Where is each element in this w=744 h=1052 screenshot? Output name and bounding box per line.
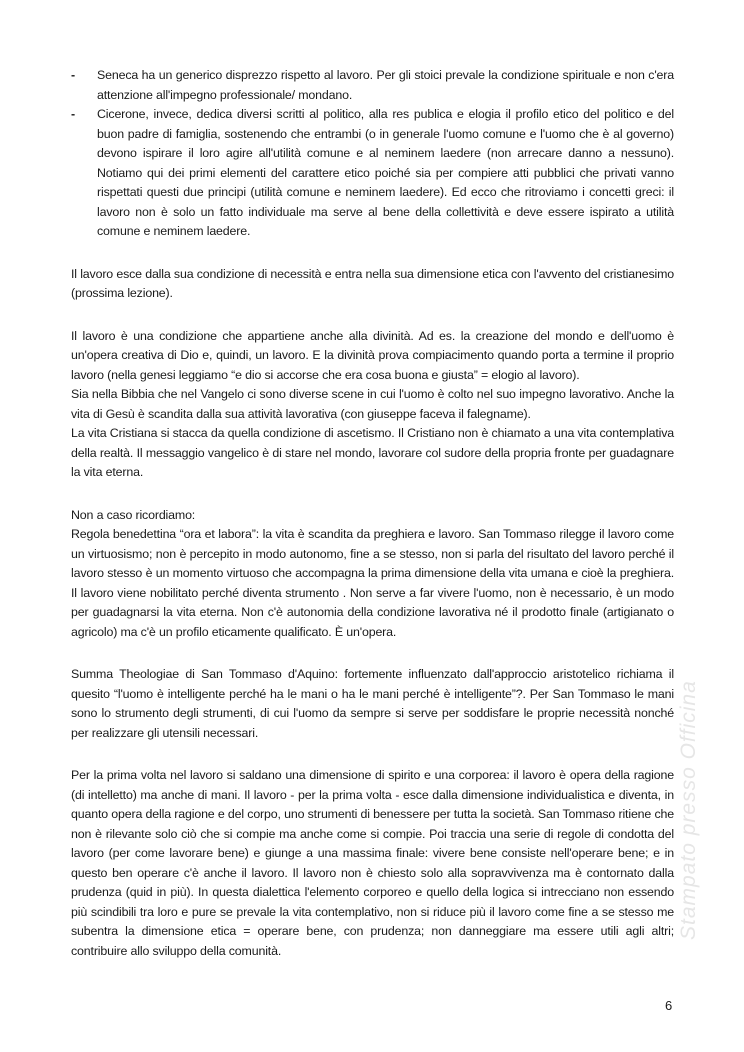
paragraph-divinita: Il lavoro è una condizione che appartiene anche alla divinità. Ad es. la creazione del mondo e dell'uomo è un'opera creativa di Dio e, quindi, un lavoro. E la divinità prova compiacimento quando porta a termine il proprio lavoro (nella genesi leggiamo “e dio si accorse che era cosa buona e giusta” = elogio al lavoro). [71, 328, 674, 382]
paragraph-summa-theologiae: Summa Theologiae di San Tommaso d'Aquino: fortemente influenzato dall'approccio aristotelico richiama il quesito “l'uomo è intelligente perché ha le mani o ha le mani perché è intelligente”?. Per San Tommaso le mani sono lo strumento degli strumenti, di cui l'uomo da sempre si serve per soddisfare le proprie necessità nonché per realizzare gli utensili necessari. [71, 667, 674, 740]
bullet-list [71, 66, 674, 242]
bullet-dash-icon: - [71, 68, 75, 82]
paragraph-cristianesimo: Il lavoro esce dalla sua condizione di necessità e entra nella sua dimensione etica con l'avvento del cristianesimo (prossima lezione). [71, 266, 674, 300]
paragraph-prima-volta: Per la prima volta nel lavoro si saldano una dimensione di spirito e una corporea: il lavoro è opera della ragione (di intelletto) ma anche di mani. Il lavoro - per la prima volta - esce dalla dimensione individualistica e diventa, in quanto opera della ragione e del corpo, uno strumenti di benessere per tutta la società. San Tommaso ritiene che non è rilevante solo ciò che si compie ma anche come si compie. Poi traccia una serie di regole di condotta del lavoro (per come lavorare bene) e giunge a una massima finale: vivere bene consiste nell'operare bene; e in questo ben operare c'è anche il lavoro. Il lavoro non è chiesto solo alla sopravvivenza ma è contornato dalla prudenza (quid in più). In questa dialettica l'elemento corporeo e quello della logica si intrecciano non essendo più scindibili tra loro e pure se prevale la vita contemplativo, non si riduce più il lavoro come fine a se stesso me subentra la dimensione etica = operare bene, con prudenza; non danneggiare ma essere utili agli altri; contribuire allo sviluppo della comunità. [71, 768, 674, 958]
bullet-text: Seneca ha un generico disprezzo rispetto al lavoro. Per gli stoici prevale la condizione spirituale e non c'era attenzione all'impegno professionale/ mondano. [97, 68, 674, 102]
paragraph-bibbia: Sia nella Bibbia che nel Vangelo ci sono diverse scene in cui l'uomo è colto nel suo impegno lavorativo. Anche la vita di Gesù è scandita dalla sua attività lavorativa (con giuseppe faceva il falegname). [71, 387, 674, 421]
bullet-text: Cicerone, invece, dedica diversi scritti al politico, alla res publica e elogia il profilo etico del politico e del buon padre di famiglia, sostenendo che entrambi (o in generale l'uomo comune e l'uomo che è al governo) devono ispirare il loro agire all'utilità comune e al neminem laedere (non arrecare danno a nessuno). Notiamo qui dei primi elementi del carattere etico poiché sia per compiere atti pubblici che privati vanno rispettati questi due principi (utilità comune e neminem laedere). Ed ecco che ritroviamo i concetti greci: il lavoro non è solo un fatto individuale ma serve al bene della collettività e deve essere ispirato a utilità comune e neminem laedere. [97, 107, 674, 238]
page-number: 6 [665, 998, 673, 1013]
bullet-item-seneca [71, 66, 674, 105]
paragraph-vita-cristiana: La vita Cristiana si stacca da quella condizione di ascetismo. Il Cristiano non è chiamato a una vita contemplativa della realtà. Il messaggio vangelico è di stare nel mondo, lavorare col sudore della propria fronte per guadagnare la vita eterna. [71, 426, 674, 479]
document-page [71, 66, 674, 961]
bullet-item-cicerone [71, 105, 674, 242]
paragraph-non-a-caso: Non a caso ricordiamo: [71, 507, 196, 522]
watermark: Stampato presso Officina [677, 680, 700, 940]
bullet-dash-icon: - [71, 107, 75, 121]
paragraph-regola-benedettina: Regola benedettina “ora et labora”: la vita è scandita da preghiera e lavoro. San Tommaso rilegge il lavoro come un virtuosismo; non è percepito in modo autonomo, fine a se stesso, non si parla del risultato del lavoro perché il lavoro stesso è un momento virtuoso che accompagna la prima dimensione della vita umana e cioè la preghiera. Il lavoro viene nobilitato perché diventa strumento . Non serve a far vivere l'uomo, non è necessario, è un modo per guadagnarsi la vita eterna. Non c'è autonomia della condizione lavorativa né il prodotto finale (artigianato o agricolo) ma c'è un profilo eticamente qualificato. È un'opera. [71, 527, 674, 639]
